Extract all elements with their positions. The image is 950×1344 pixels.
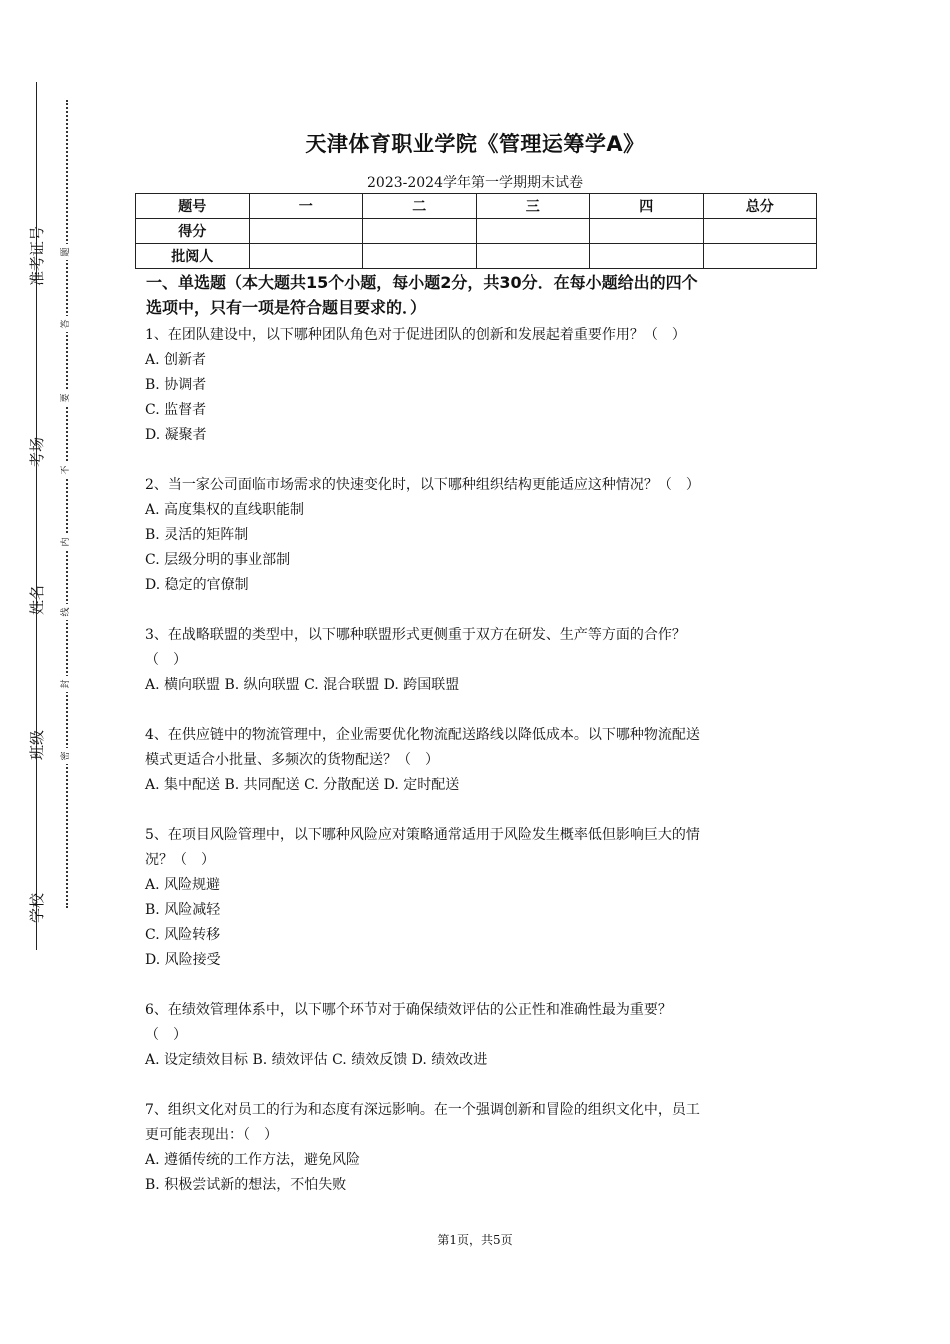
seal-mark: 封 <box>58 676 74 692</box>
question-stem: 3、在战略联盟的类型中，以下哪种联盟形式更侧重于双方在研发、生产等方面的合作？ <box>145 627 686 643</box>
label-school: 学校 <box>28 892 46 923</box>
label-exam-room: 考场 <box>28 436 46 467</box>
answer-option: C. 层级分明的事业部制 <box>145 552 291 568</box>
score-cell <box>476 219 590 244</box>
score-row-label: 得分 <box>136 219 250 244</box>
score-cell <box>249 244 363 269</box>
score-cell <box>363 244 477 269</box>
score-cell <box>249 219 363 244</box>
score-cell <box>703 244 817 269</box>
answer-option: A. 风险规避 <box>145 877 221 893</box>
score-table <box>135 193 817 269</box>
seal-mark: 不 <box>58 462 74 478</box>
question-3 <box>145 623 815 698</box>
score-table-row <box>136 219 817 244</box>
seal-mark: 内 <box>58 534 74 550</box>
seal-mark: 题 <box>58 244 74 260</box>
score-cell <box>703 219 817 244</box>
question-4 <box>145 723 815 798</box>
exam-content <box>145 270 815 1198</box>
label-class: 班级 <box>28 729 46 760</box>
question-6 <box>145 998 815 1073</box>
answer-options: A. 横向联盟 B. 纵向联盟 C. 混合联盟 D. 跨国联盟 <box>145 677 460 693</box>
answer-option: C. 监督者 <box>145 402 207 418</box>
section-heading-line: 一、单选题（本大题共15个小题，每小题2分，共30分．在每小题给出的四个 <box>146 273 698 292</box>
binding-dotted-line <box>66 100 68 908</box>
question-stem: 7、组织文化对员工的行为和态度有深远影响。在一个强调创新和冒险的组织文化中，员工 <box>145 1102 700 1118</box>
score-table-header-row <box>136 194 817 219</box>
question-5 <box>145 823 815 973</box>
question-stem: 5、在项目风险管理中，以下哪种风险应对策略通常适用于风险发生概率低但影响巨大的情 <box>145 827 700 843</box>
answer-option: B. 灵活的矩阵制 <box>145 527 249 543</box>
score-cell <box>363 219 477 244</box>
seal-mark: 要 <box>58 390 74 406</box>
question-stem: 更可能表现出：（ ） <box>145 1127 278 1143</box>
seal-mark: 答 <box>58 316 74 332</box>
seal-mark: 线 <box>58 604 74 620</box>
question-stem: （ ） <box>145 1027 187 1043</box>
question-stem: 1、在团队建设中，以下哪种团队角色对于促进团队的创新和发展起着重要作用？（ ） <box>145 327 686 343</box>
answer-option: D. 风险接受 <box>145 952 221 968</box>
answer-options: A. 设定绩效目标 B. 绩效评估 C. 绩效反馈 D. 绩效改进 <box>145 1052 488 1068</box>
label-exam-number: 准考证号 <box>28 225 46 286</box>
question-stem: 况？（ ） <box>145 852 215 868</box>
score-cell <box>590 219 704 244</box>
answer-option: A. 高度集权的直线职能制 <box>145 502 305 518</box>
label-name: 姓名 <box>28 584 46 615</box>
seal-mark: 密 <box>58 748 74 764</box>
score-header-cell: 二 <box>363 194 477 219</box>
score-header-cell: 总分 <box>703 194 817 219</box>
exam-title: 天津体育职业学院《管理运筹学A》 <box>305 132 645 156</box>
answer-option: B. 积极尝试新的想法，不怕失败 <box>145 1177 347 1193</box>
question-7 <box>145 1098 815 1198</box>
score-header-cell: 一 <box>249 194 363 219</box>
score-cell <box>590 244 704 269</box>
question-stem: 2、当一家公司面临市场需求的快速变化时，以下哪种组织结构更能适应这种情况？（ ） <box>145 477 700 493</box>
score-table-row <box>136 244 817 269</box>
answer-option: B. 风险减轻 <box>145 902 221 918</box>
answer-option: A. 遵循传统的工作方法，避免风险 <box>145 1152 361 1168</box>
score-header-cell: 三 <box>476 194 590 219</box>
question-2 <box>145 473 815 598</box>
page-footer: 第1页，共5页 <box>437 1233 513 1247</box>
answer-options: A. 集中配送 B. 共同配送 C. 分散配送 D. 定时配送 <box>145 777 460 793</box>
score-header-cell: 题号 <box>136 194 250 219</box>
question-stem: （ ） <box>145 652 187 668</box>
question-stem: 6、在绩效管理体系中，以下哪个环节对于确保绩效评估的公正性和准确性最为重要？ <box>145 1002 672 1018</box>
question-stem: 4、在供应链中的物流管理中，企业需要优化物流配送路线以降低成本。以下哪种物流配送 <box>145 727 700 743</box>
score-cell <box>476 244 590 269</box>
question-stem: 模式更适合小批量、多频次的货物配送？（ ） <box>145 752 439 768</box>
section-heading-line: 选项中，只有一项是符合题目要求的．） <box>146 298 427 317</box>
exam-subtitle: 2023-2024学年第一学期期末试卷 <box>367 175 583 191</box>
answer-option: C. 风险转移 <box>145 927 221 943</box>
answer-option: D. 稳定的官僚制 <box>145 577 249 593</box>
score-header-cell: 四 <box>590 194 704 219</box>
section-heading <box>146 270 815 320</box>
binding-solid-line <box>36 82 37 950</box>
answer-option: B. 协调者 <box>145 377 207 393</box>
score-row-label: 批阅人 <box>136 244 250 269</box>
answer-option: D. 凝聚者 <box>145 427 207 443</box>
question-1 <box>145 323 815 448</box>
answer-option: A. 创新者 <box>145 352 207 368</box>
